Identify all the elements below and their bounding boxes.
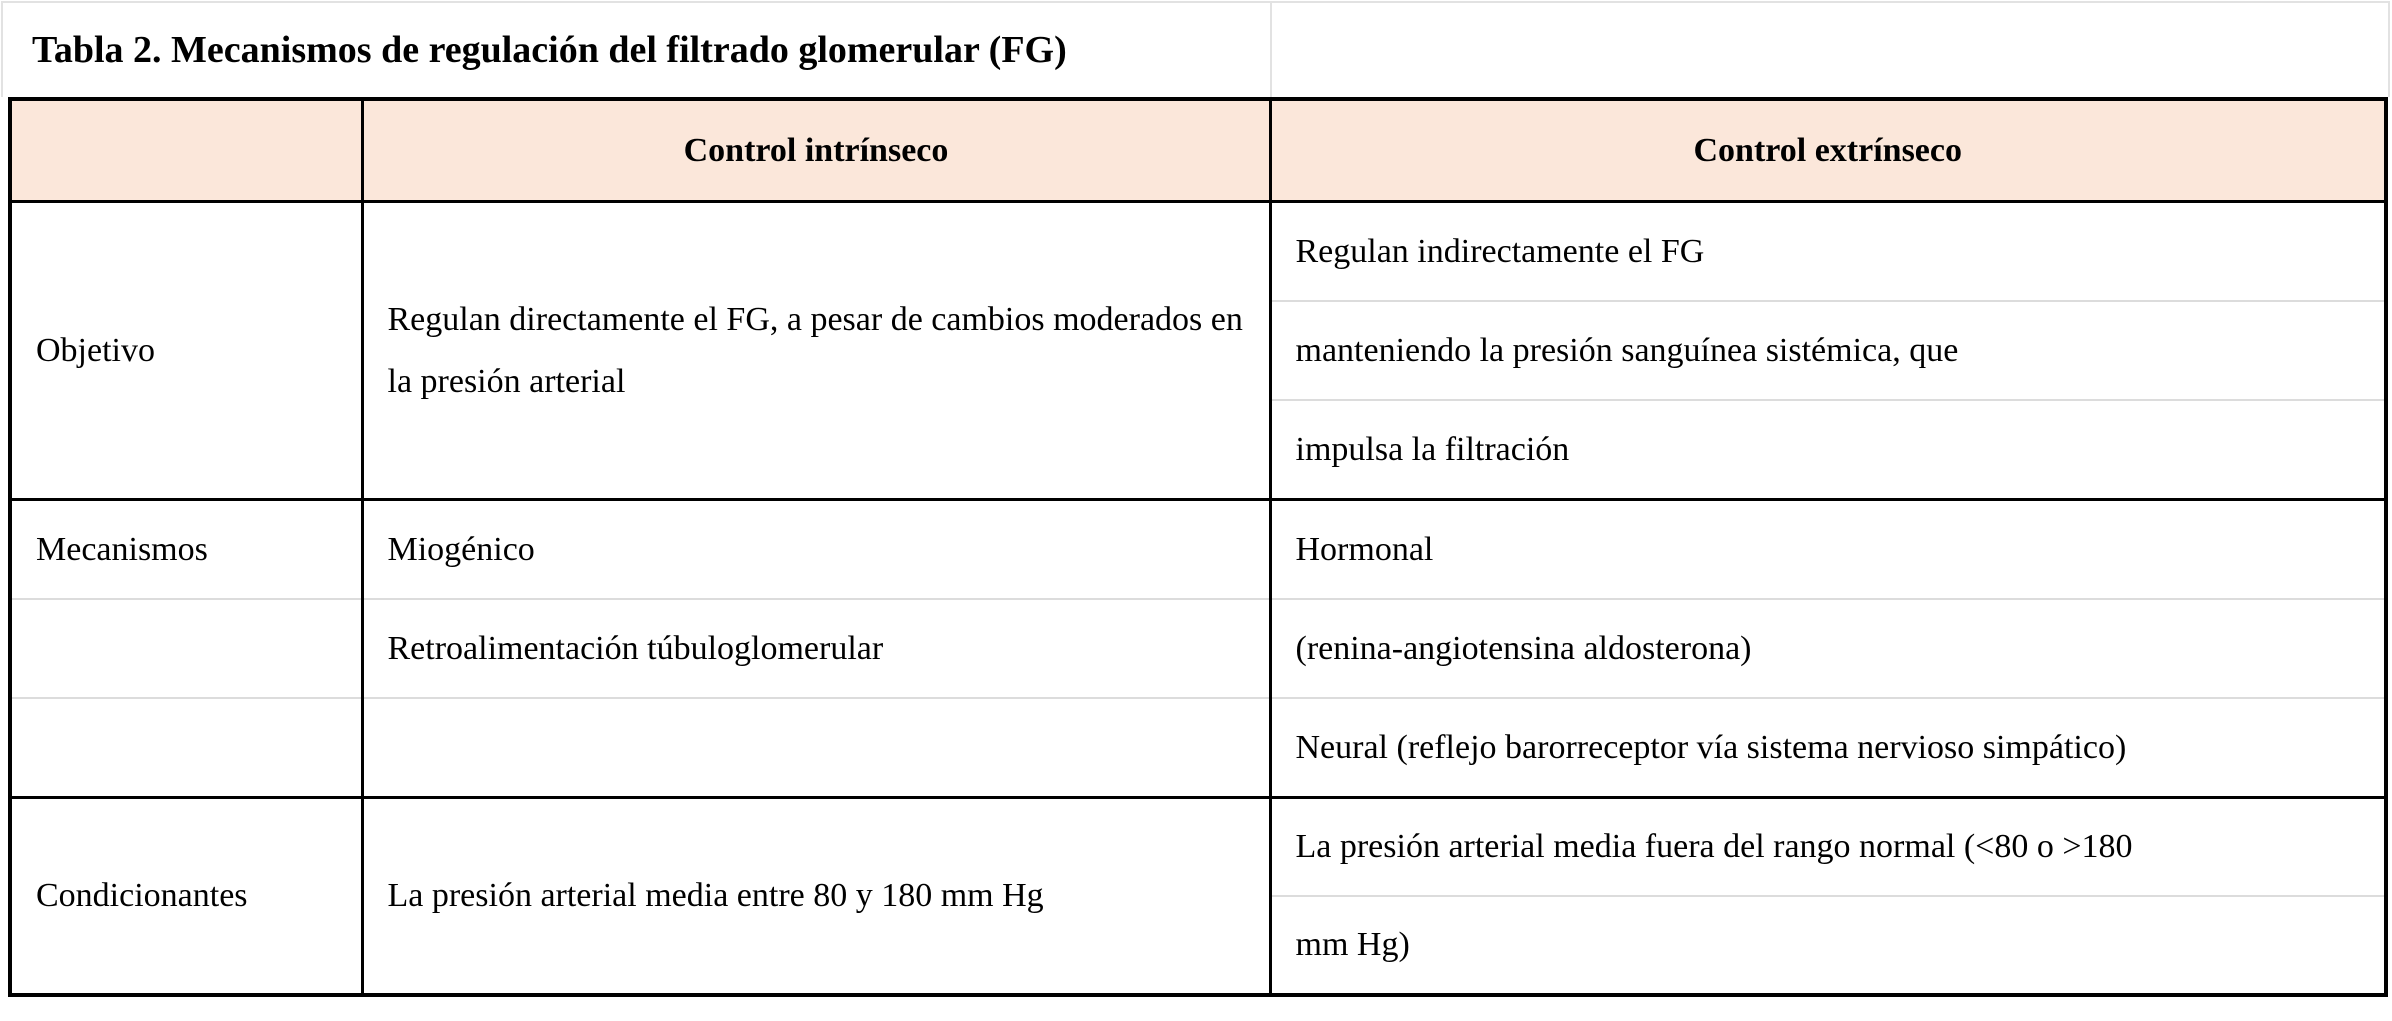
header-cell-control-intrinseco: Control intrínseco (362, 99, 1270, 202)
cell-objetivo-label: Objetivo (10, 202, 362, 500)
row-mecanismos-1 (10, 500, 2386, 600)
row-mecanismos-2 (10, 599, 2386, 698)
cell-objetivo-intrinseco: Regulan directamente el FG, a pesar de cambios moderados en la presión arterial (362, 202, 1270, 500)
cell-mecanismos-label: Mecanismos (10, 500, 362, 600)
cell-condicionantes-label: Condicionantes (10, 798, 362, 996)
row-mecanismos-3 (10, 698, 2386, 798)
cell-objetivo-extrinseco-2: manteniendo la presión sanguínea sistémica, que (1270, 301, 2386, 400)
cell-mecanismos-extrinseco-3: Neural (reflejo barorreceptor vía sistema nervioso simpático) (1270, 698, 2386, 798)
table-title-band (1, 1, 2390, 97)
header-cell-control-extrinseco: Control extrínseco (1270, 99, 2386, 202)
cell-mecanismos-label-empty-2 (10, 698, 362, 798)
cell-mecanismos-intrinseco-3 (362, 698, 1270, 798)
cell-mecanismos-intrinseco-2: Retroalimentación túbuloglomerular (362, 599, 1270, 698)
cell-objetivo-extrinseco-1: Regulan indirectamente el FG (1270, 202, 2386, 302)
cell-objetivo-extrinseco-3: impulsa la filtración (1270, 400, 2386, 500)
cell-mecanismos-extrinseco-1: Hormonal (1270, 500, 2386, 600)
title-column-divider (1270, 3, 1272, 97)
cell-condicionantes-extrinseco-1: La presión arterial media fuera del rango normal (<80 o >180 (1270, 798, 2386, 897)
regulation-table (8, 97, 2388, 997)
header-row (10, 99, 2386, 202)
cell-condicionantes-extrinseco-2: mm Hg) (1270, 896, 2386, 995)
header-cell-empty (10, 99, 362, 202)
cell-mecanismos-extrinseco-2: (renina-angiotensina aldosterona) (1270, 599, 2386, 698)
table-title: Tabla 2. Mecanismos de regulación del filtrado glomerular (FG) (32, 29, 1067, 71)
row-condicionantes-1 (10, 798, 2386, 897)
cell-mecanismos-intrinseco-1: Miogénico (362, 500, 1270, 600)
row-objetivo-1 (10, 202, 2386, 302)
cell-mecanismos-label-empty-1 (10, 599, 362, 698)
cell-condicionantes-intrinseco: La presión arterial media entre 80 y 180 mm Hg (362, 798, 1270, 996)
